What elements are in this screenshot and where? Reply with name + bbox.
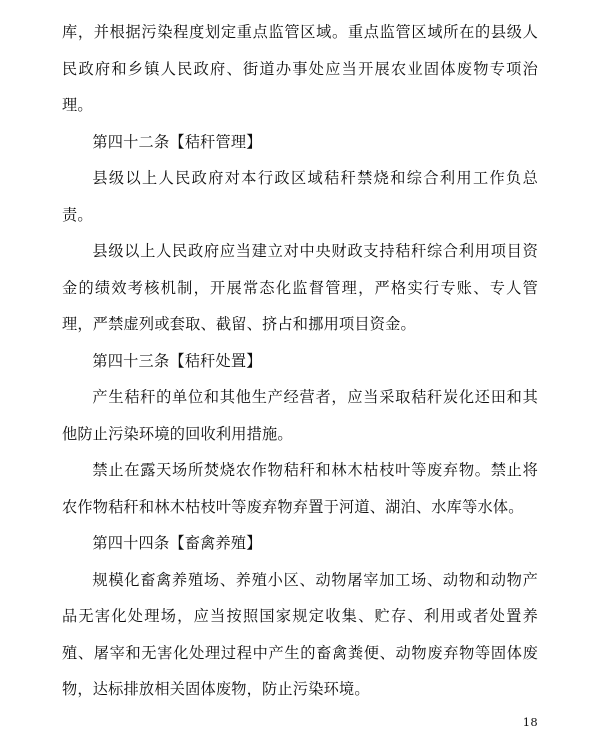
paragraph: 库，并根据污染程度划定重点监管区域。重点监管区域所在的县级人民政府和乡镇人民政府、街道办事处应当开展农业固体废物专项治理。 (62, 23, 538, 114)
paragraph: 产生秸秆的单位和其他生产经营者，应当采取秸秆炭化还田和其他防止污染环境的回收利用措施。 (62, 388, 538, 443)
document-body (62, 14, 538, 708)
paragraph: 禁止在露天场所焚烧农作物秸秆和林木枯枝叶等废弃物。禁止将农作物秸秆和林木枯枝叶等废弃物弃置于河道、湖泊、水库等水体。 (62, 461, 538, 516)
paragraph: 县级以上人民政府对本行政区域秸秆禁烧和综合利用工作负总责。 (62, 169, 538, 224)
paragraph: 县级以上人民政府应当建立对中央财政支持秸秆综合利用项目资金的绩效考核机制，开展常态化监督管理，严格实行专账、专人管理，严禁虚列或套取、截留、挤占和挪用项目资金。 (62, 242, 538, 333)
paragraph: 规模化畜禽养殖场、养殖小区、动物屠宰加工场、动物和动物产品无害化处理场，应当按照国家规定收集、贮存、利用或者处置养殖、屠宰和无害化处理过程中产生的畜禽粪便、动物废弃物等固体废物，达标排放相关固体废物，防止污染环境。 (62, 570, 538, 698)
paragraph: 第四十四条【畜禽养殖】 (92, 534, 262, 552)
paragraph: 第四十二条【秸秆管理】 (92, 132, 262, 151)
paragraph: 第四十三条【秸秆处置】 (92, 351, 262, 370)
page-number: 18 (522, 715, 538, 729)
